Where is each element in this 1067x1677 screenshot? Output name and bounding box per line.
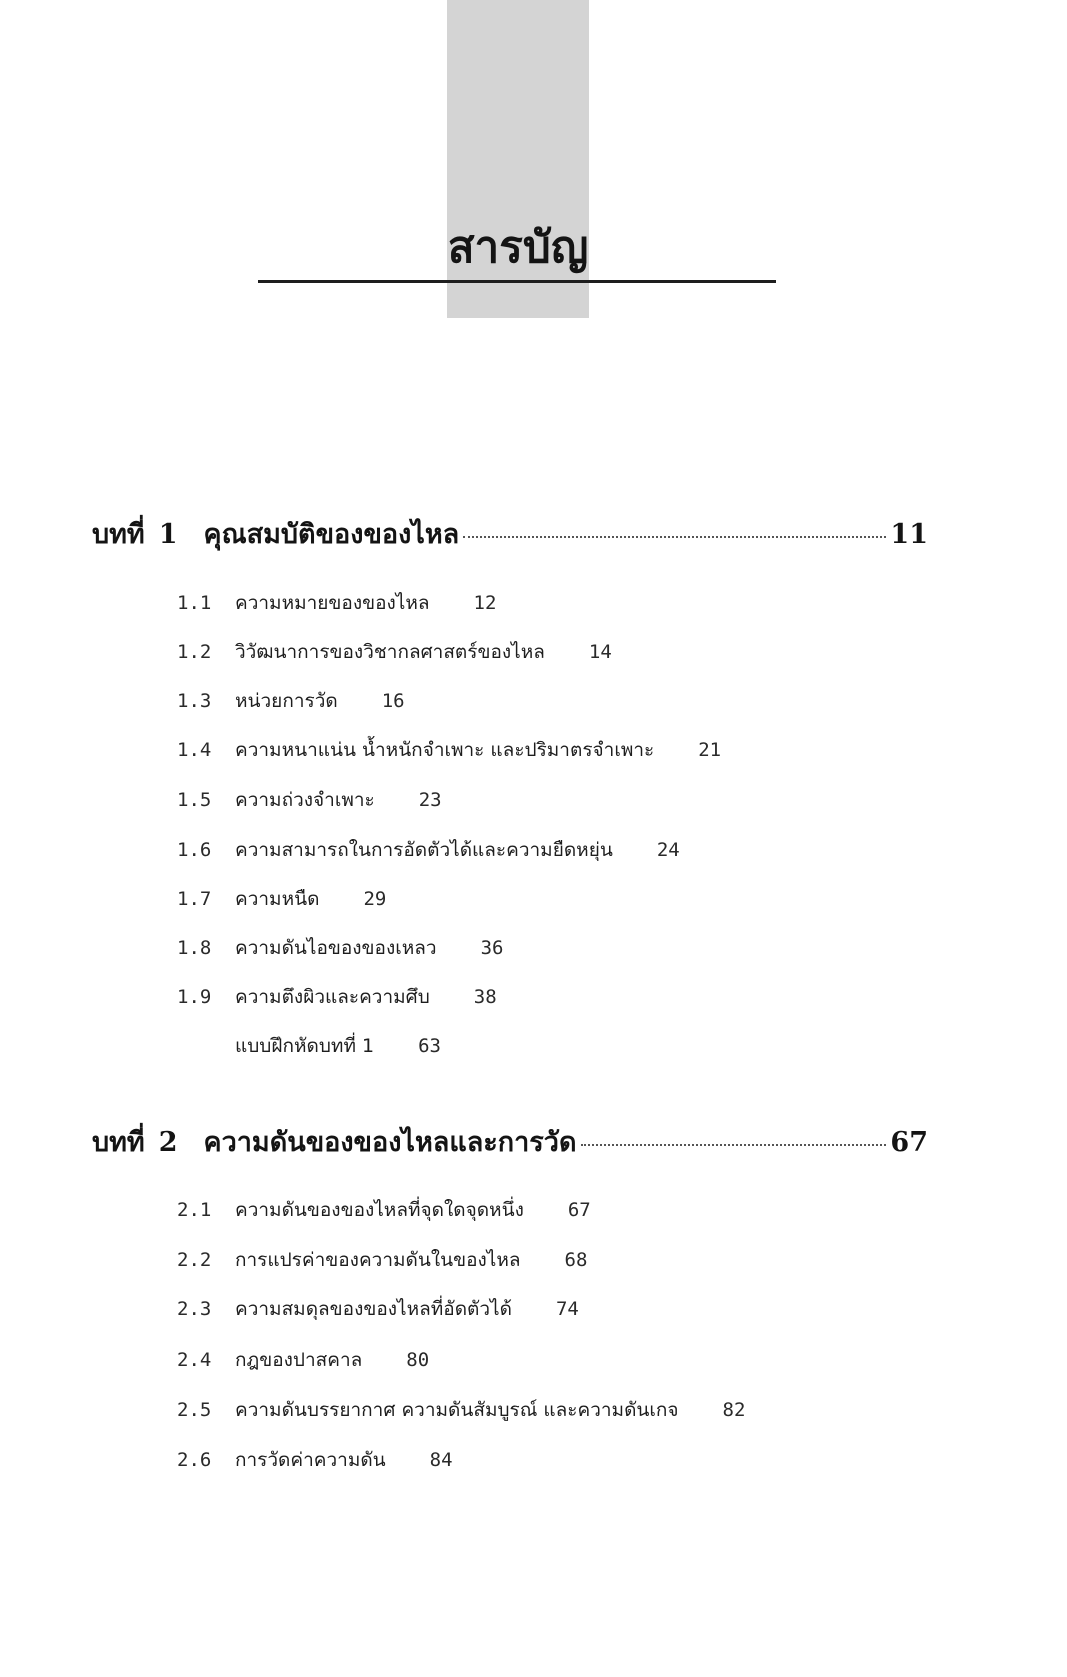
dot-leader — [581, 1144, 887, 1146]
toc-entry-1-4[interactable] — [177, 735, 721, 769]
section-number: 2.6 — [177, 1449, 212, 1471]
section-page: 24 — [656, 839, 680, 861]
section-page: 29 — [363, 888, 387, 910]
section-page: 68 — [564, 1249, 588, 1271]
section-page: 12 — [473, 592, 497, 614]
title-underline — [258, 280, 776, 283]
section-number: 1.6 — [177, 839, 212, 861]
exercise-page: 63 — [418, 1035, 441, 1057]
toc-entry-2-6[interactable] — [177, 1445, 453, 1479]
section-page: 67 — [567, 1199, 591, 1221]
toc-entry-1-3[interactable] — [177, 686, 405, 720]
section-page: 74 — [555, 1298, 579, 1320]
toc-entry-2-2[interactable] — [177, 1245, 587, 1279]
section-title: ความหนาแน่น น้ำหนักจำเพาะ และปริมาตรจำเพาะ — [235, 739, 655, 761]
section-title: ความตึงผิวและความศึบ — [235, 986, 430, 1008]
section-number: 2.2 — [177, 1249, 212, 1271]
section-page: 16 — [381, 690, 405, 712]
chapter-number: 1 — [158, 519, 178, 550]
section-page: 80 — [406, 1349, 430, 1371]
section-number: 1.5 — [177, 789, 212, 811]
page-title: สารบัญ — [447, 222, 589, 273]
toc-entry-1-1[interactable] — [177, 588, 496, 622]
chapter-2-heading[interactable] — [92, 1120, 928, 1168]
chapter-label: บทที่ — [92, 519, 145, 550]
section-title: ความสมดุลของของไหลที่อัดตัวได้ — [235, 1298, 512, 1320]
section-number: 1.7 — [177, 888, 212, 910]
section-number: 1.9 — [177, 986, 212, 1008]
section-number: 2.5 — [177, 1399, 212, 1421]
chapter-label: บทที่ — [92, 1127, 145, 1158]
toc-entry-2-1[interactable] — [177, 1195, 591, 1229]
toc-entry-exercise-1[interactable] — [235, 1031, 441, 1065]
section-page: 38 — [473, 986, 497, 1008]
toc-entry-1-5[interactable] — [177, 785, 442, 819]
toc-entry-1-7[interactable] — [177, 884, 386, 918]
section-title: กฎของปาสคาล — [235, 1349, 363, 1371]
section-title: การแปรค่าของความดันในของไหล — [235, 1249, 521, 1271]
section-title: ความดันไอของของเหลว — [235, 937, 437, 959]
section-page: 23 — [418, 789, 442, 811]
section-number: 2.1 — [177, 1199, 212, 1221]
section-number: 1.4 — [177, 739, 212, 761]
section-page: 36 — [480, 937, 504, 959]
section-title: ความถ่วงจำเพาะ — [235, 789, 375, 811]
toc-entry-1-2[interactable] — [177, 637, 612, 671]
toc-entry-2-3[interactable] — [177, 1294, 579, 1328]
section-number: 1.8 — [177, 937, 212, 959]
chapter-number: 2 — [158, 1127, 178, 1158]
toc-entry-1-9[interactable] — [177, 982, 497, 1016]
section-title: หน่วยการวัด — [235, 690, 338, 712]
section-title: ความหนืด — [235, 888, 320, 910]
section-title: การวัดค่าความดัน — [235, 1449, 386, 1471]
chapter-title: ความดันของของไหลและการวัด — [203, 1127, 577, 1158]
chapter-page: 11 — [890, 519, 928, 550]
chapter-page: 67 — [890, 1127, 928, 1158]
section-title: ความหมายของของไหล — [235, 592, 430, 614]
section-title: ความสามารถในการอัดตัวได้และความยืดหยุ่น — [235, 839, 613, 861]
section-number: 2.4 — [177, 1349, 212, 1371]
dot-leader — [463, 536, 886, 538]
toc-entry-1-8[interactable] — [177, 933, 503, 967]
section-number: 2.3 — [177, 1298, 212, 1320]
chapter-title: คุณสมบัติของของไหล — [203, 519, 460, 550]
toc-entry-2-5[interactable] — [177, 1395, 745, 1429]
toc-entry-2-4[interactable] — [177, 1345, 429, 1379]
section-page: 84 — [429, 1449, 453, 1471]
section-number: 1.2 — [177, 641, 212, 663]
exercise-title: แบบฝึกหัดบทที่ 1 — [235, 1035, 375, 1057]
section-title: ความดันบรรยากาศ ความดันสัมบูรณ์ และความดันเกจ — [235, 1399, 679, 1421]
section-number: 1.1 — [177, 592, 212, 614]
chapter-1-heading[interactable] — [92, 512, 928, 560]
section-page: 21 — [698, 739, 722, 761]
toc-entry-1-6[interactable] — [177, 835, 680, 869]
section-page: 82 — [722, 1399, 746, 1421]
section-title: ความดันของของไหลที่จุดใดจุดหนึ่ง — [235, 1199, 524, 1221]
section-number: 1.3 — [177, 690, 212, 712]
section-page: 14 — [588, 641, 612, 663]
section-title: วิวัฒนาการของวิชากลศาสตร์ของไหล — [235, 641, 545, 663]
